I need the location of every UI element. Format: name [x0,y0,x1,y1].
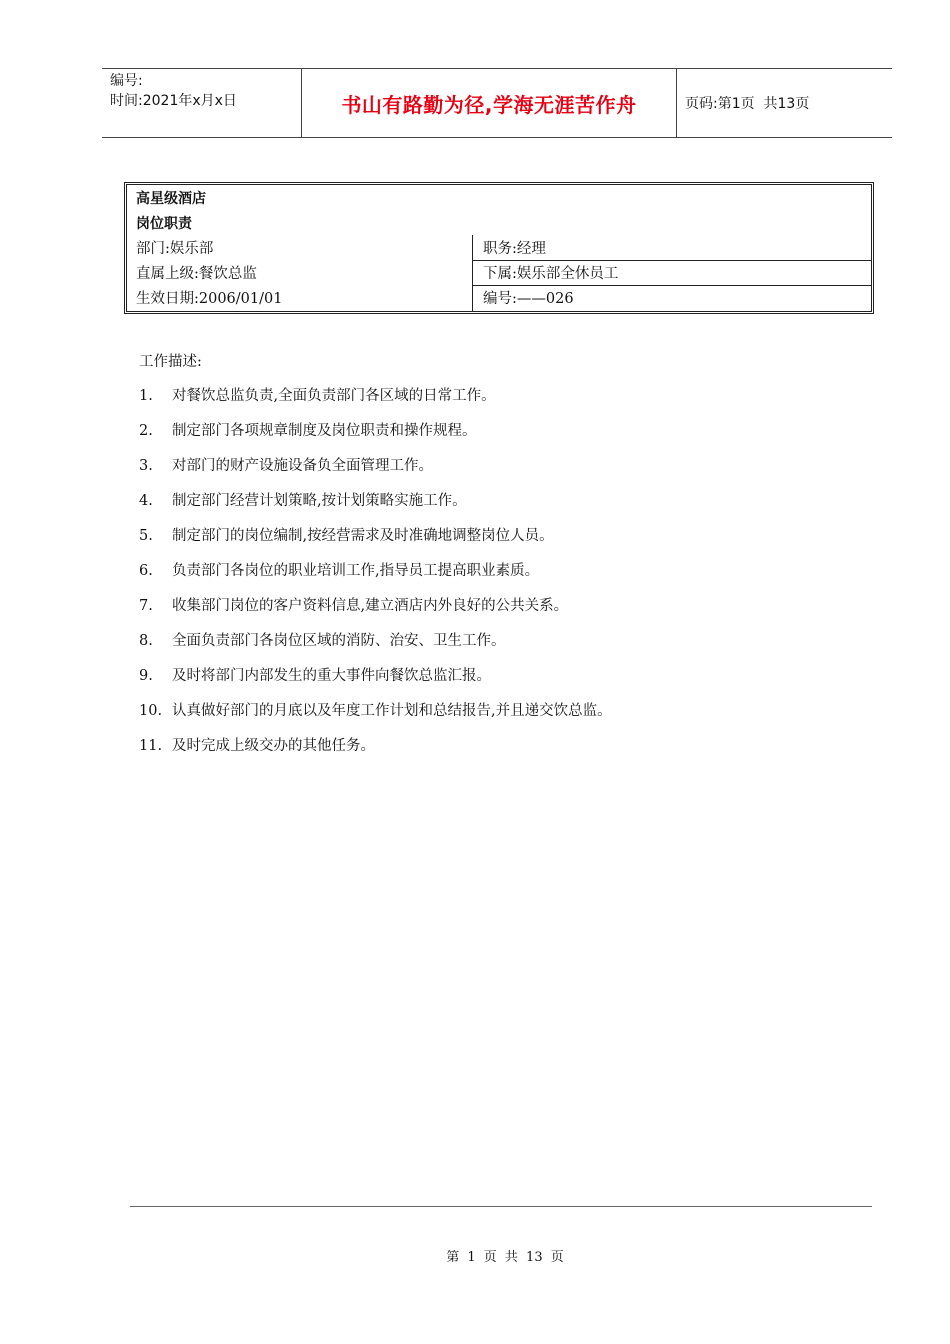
department-cell: 部门:娱乐部 [136,241,214,257]
header-time-label: 时间:2021年x月x日 [110,93,237,109]
table-row-superior [127,262,871,287]
list-item-text: 制定部门各项规章制度及岗位职责和操作规程。 [172,423,477,439]
list-item-number: 4. [139,493,153,509]
list-item [139,594,879,629]
table-row-title2 [127,212,871,237]
work-description [139,350,879,769]
list-item-number: 5. [139,528,153,544]
list-item-number: 1. [139,388,153,404]
superior-cell: 直属上级:餐饮总监 [136,266,257,282]
list-item-text: 对餐饮总监负责,全面负责部门各区域的日常工作。 [172,388,496,404]
doc-number-cell: 编号:——026 [483,291,574,307]
list-item [139,559,879,594]
list-item-text: 制定部门的岗位编制,按经营需求及时准确地调整岗位人员。 [172,528,554,544]
work-description-title: 工作描述: [139,354,202,370]
table-row-date [127,287,871,312]
list-item-number: 10. [139,703,163,719]
list-item [139,629,879,664]
list-item-number: 9. [139,668,153,684]
list-item-text: 负责部门各岗位的职业培训工作,指导员工提高职业素质。 [172,563,540,579]
table-title-hotel: 高星级酒店 [136,191,206,207]
footer-page-number-text: 第 1 页 共 13 页 [446,1250,564,1265]
table-row-department [127,237,871,262]
list-item-number: 7. [139,598,153,614]
header-motto: 书山有路勤为径,学海无涯苦作舟 [302,69,677,137]
list-item [139,524,879,559]
table-title-duties: 岗位职责 [136,216,192,232]
footer-divider [130,1206,872,1207]
list-item-number: 2. [139,423,153,439]
list-item-number: 3. [139,458,153,474]
header-page-info-text: 页码:第1页 共13页 [685,96,810,112]
work-description-list [139,384,879,769]
header-code-label: 编号: [110,73,143,89]
table-row-title1 [127,187,871,212]
list-item-text: 认真做好部门的月底以及年度工作计划和总结报告,并且递交饮总监。 [172,703,612,719]
subordinate-cell: 下属:娱乐部全休员工 [483,266,619,282]
list-item-text: 及时将部门内部发生的重大事件向餐饮总监汇报。 [172,668,491,684]
list-item [139,664,879,699]
list-item-text: 全面负责部门各岗位区域的消防、治安、卫生工作。 [172,633,506,649]
list-item [139,454,879,489]
job-info-table [124,182,874,314]
list-item-number: 6. [139,563,153,579]
list-item-text: 对部门的财产设施设备负全面管理工作。 [172,458,433,474]
list-item-number: 11. [139,738,163,754]
list-item-text: 收集部门岗位的客户资料信息,建立酒店内外良好的公共关系。 [172,598,569,614]
list-item-text: 及时完成上级交办的其他任务。 [172,738,375,754]
effective-date-cell: 生效日期:2006/01/01 [136,291,283,307]
list-item [139,489,879,524]
position-cell: 职务:经理 [483,241,546,257]
list-item [139,384,879,419]
list-item-number: 8. [139,633,153,649]
footer-page-number [0,1246,950,1265]
list-item [139,419,879,454]
header-page-info [677,69,892,137]
document-header [102,68,892,138]
list-item-text: 制定部门经营计划策略,按计划策略实施工作。 [172,493,467,509]
list-item [139,699,879,734]
list-item [139,734,879,769]
header-meta [102,69,302,137]
